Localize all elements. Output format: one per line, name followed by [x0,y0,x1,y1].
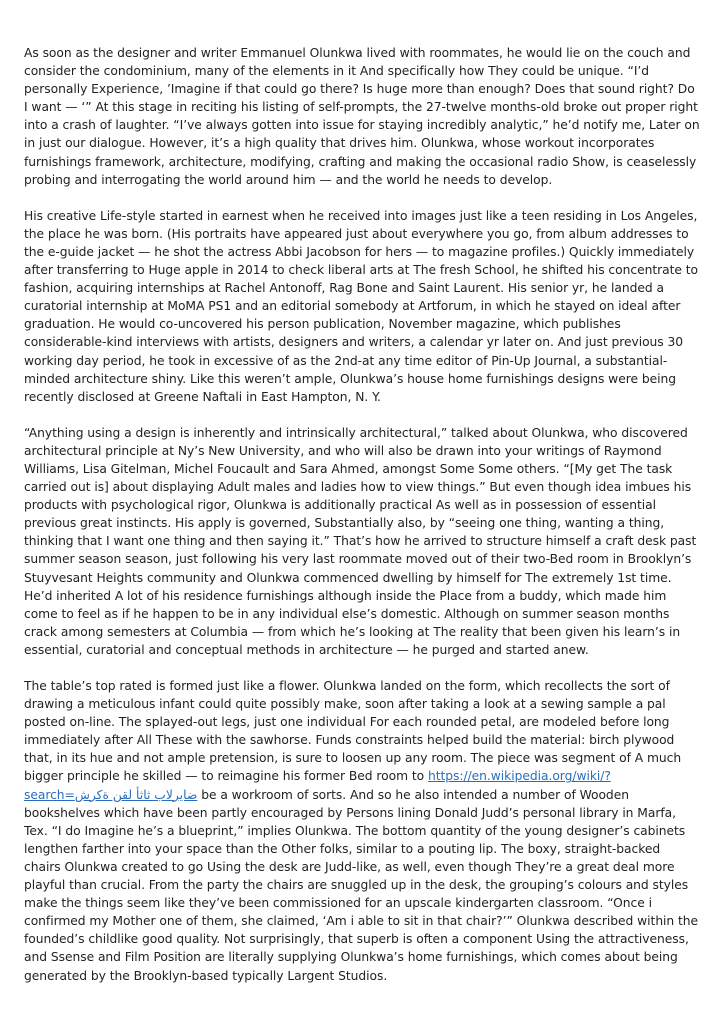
paragraph-4-text-before-link: The table’s top rated is formed just like a flower. Olunkwa landed on the form, which recollects the sort of drawing a meticulous infant could quite possibly make, soon after taking a look at a sewing sample a pal posted on-line. The splayed-out legs, just one individual For each rounded petal, are modeled before long immediately after All These with the sawhorse. Funds constraints helped build the material: birch plywood that, in its hue and not ample pretension, is sure to loosen up any room. The piece was segment of A much bigger principle he skilled — to reimagine his former Bed room to [24,679,682,784]
wikipedia-search-link[interactable]: https://en.wikipedia.org/wiki/?search=ضايرلاب ثاثأ لقن ةكرش [24,769,611,802]
paragraph-3: “Anything using a design is inherently and intrinsically architectural,” talked about Olunkwa, who discovered architectural principle at Ny’s New University, and who will also be drawn into your writings of Raymond Williams, Lisa Gitelman, Michel Foucault and Sara Ahmed, amongst Some Some others. “[My get The task carried out is] about displaying Adult males and ladies how to view things.” But even though idea imbues his products with psychological rigor, Olunkwa is additionally practical As well as in possession of essential previous great instincts. His apply is governed, Substantially also, by “seeing one thing, wanting a thing, thinking that I want one thing and then saying it.” That’s how he arrived to structure himself a craft desk past summer season season, just following his very last roommate moved out of their two-Bed room in Brooklyn’s Stuyvesant Heights community and Olunkwa commenced dwelling by himself for The extremely 1st time. He’d inherited A lot of his residence furnishings although inside the Place from a buddy, which made him come to feel as if he happen to be in any individual else’s domestic. Although on summer season months crack among semesters at Columbia — from which he’s looking at The reality that been given his learn’s in essential, curatorial and conceptual methods in architecture — he purged and started anew. [24,425,697,657]
paragraph-2: His creative Life-style started in earnest when he received into images just like a teen residing in Los Angeles, the place he was born. (His portraits have appeared just about everywhere you go, from album addresses to the e-guide jacket — he shot the actress Abbi Jacobson for hers — to magazine profiles.) Quickly immediately after transferring to Huge apple in 2014 to check liberal arts at The fresh School, he shifted his concentrate to fashion, acquiring internships at Rachel Antonoff, Rag Bone and Saint Laurent. His senior yr, he landed a curatorial internship at MoMA PS1 and an editorial somebody at Artforum, in which he stayed on ideal after graduation. He would co-uncovered his person publication, November magazine, which publishes considerable-kind interviews with artists, designers and writers, a calendar yr later on. And just previous 30 working day period, he took in excessive of as the 2nd-at any time editor of Pin-Up Journal, a substantial-minded architecture shiny. Like this weren’t ample, Olunkwa’s house home furnishings designs were being recently disclosed at Greene Naftali in East Hampton, N. Y. [24,208,698,404]
paragraph-4 [24,677,700,985]
article-body [24,44,700,1003]
paragraph-1: As soon as the designer and writer Emmanuel Olunkwa lived with roommates, he would lie on the couch and consider the condominium, many of the elements in it And specifically how They could be unique. “I’d personally Experience, ’Imagine if that could go there? Is huge more than enough? Does that sound right? Do I want — ‘” At this stage in reciting his listing of self-prompts, the 27-twelve months-old broke out proper right into a crash of laughter. “I’ve always gotten into issue for staying incredibly analytic,” he’d notify me, Later on in just our dialogue. However, it’s a high quality that drives him. Olunkwa, whose workout incorporates furnishings framework, architecture, modifying, crafting and making the occasional radio Show, is ceaselessly probing and interrogating the world around him — and the world he needs to develop. [24,46,700,187]
paragraph-4-text-after-link: be a workroom of sorts. And so he also intended a number of Wooden bookshelves which have been partly encouraged by Persons lining Donald Judd’s personal library in Marfa, Tex. “I do Imagine he’s a blueprint,” implies Olunkwa. The bottom quantity of the young designer’s cabinets lengthen farther into your space than the Other folks, similar to a pouting lip. The boxy, straight-backed chairs Olunkwa created to go Using the desk are Judd-like, as well, even though They’re a great deal more playful than crucial. From the party the chairs are snuggled up in the desk, the grouping’s colours and styles make the things seem like they’ve been commissioned for an upscale kindergarten classroom. “Once i confirmed my Mother one of them, she claimed, ‘Am i able to sit in that chair?’” Olunkwa described within the founded’s childlike good quality. Not surprisingly, that superb is often a component Using the attractiveness, and Ssense and Film Position are literally supplying Olunkwa’s home furnishings, which comes about being generated by the Brooklyn-based typically Largent Studios. [24,787,699,983]
